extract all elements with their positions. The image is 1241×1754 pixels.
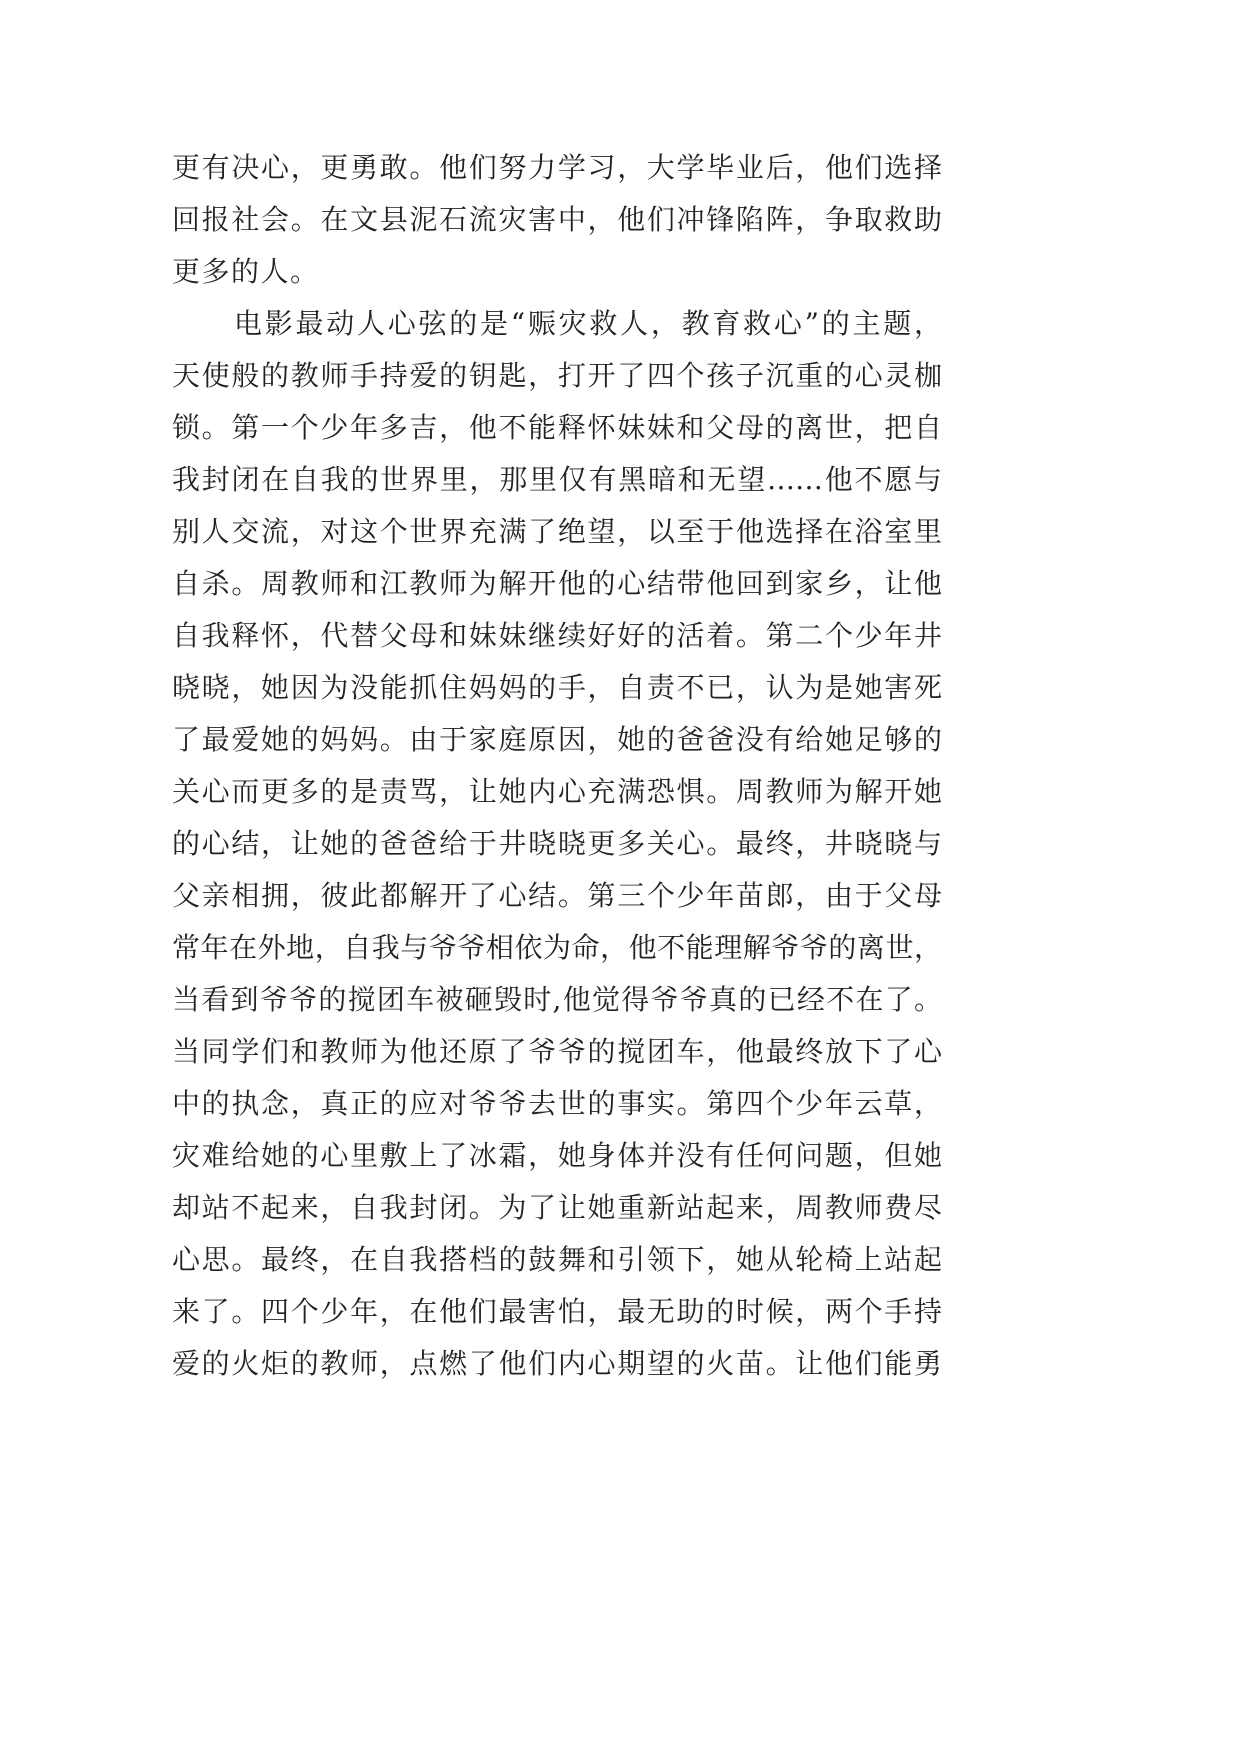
text-line: 的心结，让她的爸爸给于井晓晓更多关心。最终，井晓晓与 xyxy=(172,827,942,860)
text-line: 常年在外地，自我与爷爷相依为命，他不能理解爷爷的离世， xyxy=(172,931,942,964)
text-line: 来了。四个少年，在他们最害怕，最无助的时候，两个手持 xyxy=(172,1295,942,1328)
text-line: 天使般的教师手持爱的钥匙，打开了四个孩子沉重的心灵枷 xyxy=(172,359,942,392)
text-line: 了最爱她的妈妈。由于家庭原因，她的爸爸没有给她足够的 xyxy=(172,723,942,756)
paragraph-2 xyxy=(172,298,942,1390)
text-line: 灾难给她的心里敷上了冰霜，她身体并没有任何问题，但她 xyxy=(172,1139,942,1172)
text-line: 别人交流，对这个世界充满了绝望，以至于他选择在浴室里 xyxy=(172,515,942,548)
text-line: 更多的人。 xyxy=(172,255,320,288)
text-line: 关心而更多的是责骂，让她内心充满恐惧。周教师为解开她 xyxy=(172,775,942,808)
text-line: 父亲相拥，彼此都解开了心结。第三个少年苗郎，由于父母 xyxy=(172,879,942,912)
text-line: 锁。第一个少年多吉，他不能释怀妹妹和父母的离世，把自 xyxy=(172,411,942,444)
text-line: 当看到爷爷的搅团车被砸毁时,他觉得爷爷真的已经不在了。 xyxy=(172,983,942,1016)
text-line: 中的执念，真正的应对爷爷去世的事实。第四个少年云草， xyxy=(172,1087,942,1120)
text-line: 心思。最终，在自我搭档的鼓舞和引领下，她从轮椅上站起 xyxy=(172,1243,942,1276)
text-line: 电影最动人心弦的是“赈灾救人，教育救心”的主题， xyxy=(234,307,942,340)
text-line: 爱的火炬的教师，点燃了他们内心期望的火苗。让他们能勇 xyxy=(172,1347,942,1380)
paragraph-1 xyxy=(172,142,942,298)
text-line: 却站不起来，自我封闭。为了让她重新站起来，周教师费尽 xyxy=(172,1191,942,1224)
text-line: 晓晓，她因为没能抓住妈妈的手，自责不已，认为是她害死 xyxy=(172,671,942,704)
text-line: 我封闭在自我的世界里，那里仅有黑暗和无望……他不愿与 xyxy=(172,463,942,496)
text-line: 更有决心，更勇敢。他们努力学习，大学毕业后，他们选择 xyxy=(172,151,942,184)
text-line: 回报社会。在文县泥石流灾害中，他们冲锋陷阵，争取救助 xyxy=(172,203,942,236)
text-line: 当同学们和教师为他还原了爷爷的搅团车，他最终放下了心 xyxy=(172,1035,942,1068)
text-line: 自我释怀，代替父母和妹妹继续好好的活着。第二个少年井 xyxy=(172,619,942,652)
body-text xyxy=(172,142,942,1390)
text-line: 自杀。周教师和江教师为解开他的心结带他回到家乡，让他 xyxy=(172,567,942,600)
